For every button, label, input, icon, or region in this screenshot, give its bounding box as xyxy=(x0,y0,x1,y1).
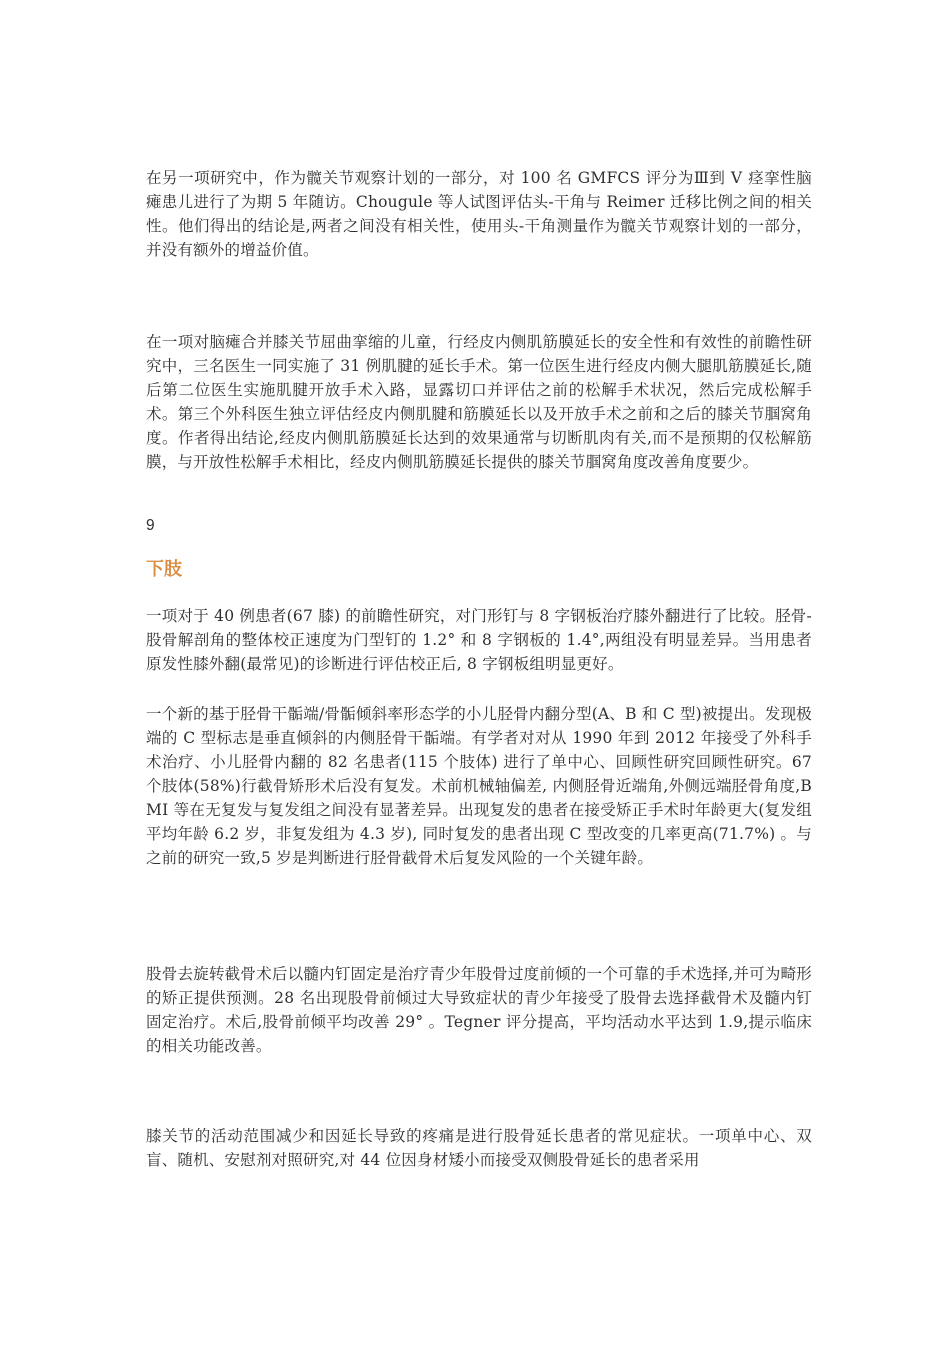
paragraph-tibia-vara: 一个新的基于胫骨干骺端/骨骺倾斜率形态学的小儿胫骨内翻分型(A、B 和 C 型)被提出。发现极端的 C 型标志是垂直倾斜的内侧胫骨干骺端。有学者对对从 1990 年到 2012 年接受了外科手术治疗、小儿胫骨内翻的 82 名患者(115 个肢体) 进行了单中心、回顾性研究回顾性研究。67 个肢体(58%)行截骨矫形术后没有复发。术前机械轴偏差, 内侧胫骨近端角,外侧远端胫骨角度,BMI 等在无复发与复发组之间没有显著差异。出现复发的患者在接受矫正手术时年龄更大(复发组平均年龄 6.2 岁，非复发组为 4.3 岁), 同时复发的患者出现 C 型改变的几率更高(71.7%) 。与之前的研究一致,5 岁是判断进行胫骨截骨术后复发风险的一个关键年龄。 xyxy=(146,705,812,867)
paragraph-knee-fasciotomy: 在一项对脑瘫合并膝关节屈曲挛缩的儿童，行经皮内侧肌筋膜延长的安全性和有效性的前瞻性研究中，三名医生一同实施了 31 例肌腱的延长手术。第一位医生进行经皮内侧大腿肌筋膜延长,随后第二位医生实施肌腱开放手术入路，显露切口并评估之前的松解手术状况，然后完成松解手术。第三个外科医生独立评估经皮内侧肌腱和筋膜延长以及开放手术之前和之后的膝关节腘窝角度。作者得出结论,经皮内侧肌筋膜延长达到的效果通常与切断肌肉有关,而不是预期的仅松解筋膜，与开放性松解手术相比，经皮内侧肌筋膜延长提供的膝关节腘窝角度改善角度要少。 xyxy=(146,333,812,471)
page-number: 9 xyxy=(146,517,155,534)
paragraph-genu-valgum: 一项对于 40 例患者(67 膝) 的前瞻性研究，对门形钉与 8 字钢板治疗膝外翻进行了比较。胫骨-股骨解剖角的整体校正速度为门型钉的 1.2° 和 8 字钢板的 1.4°,两组没有明显差异。当用患者原发性膝外翻(最常见)的诊断进行评估校正后, 8 字钢板组明显更好。 xyxy=(146,607,812,673)
paragraph-hip-surveillance: 在另一项研究中，作为髋关节观察计划的一部分，对 100 名 GMFCS 评分为Ⅲ到 Ⅴ 痉挛性脑瘫患儿进行了为期 5 年随访。Chougule 等人试图评估头-干角与 Reimer 迁移比例之间的相关性。他们得出的结论是,两者之间没有相关性，使用头-干角测量作为髋关节观察计划的一部分，并没有额外的增益价值。 xyxy=(146,169,812,259)
paragraph-femoral-derotation: 股骨去旋转截骨术后以髓内钉固定是治疗青少年股骨过度前倾的一个可靠的手术选择,并可为畸形的矫正提供预测。28 名出现股骨前倾过大导致症状的青少年接受了股骨去选择截骨术及髓内钉固定治疗。术后,股骨前倾平均改善 29° 。Tegner 评分提高，平均活动水平达到 1.9,提示临床的相关功能改善。 xyxy=(146,965,812,1055)
paragraph-femoral-lengthening: 膝关节的活动范围减少和因延长导致的疼痛是进行股骨延长患者的常见症状。一项单中心、双盲、随机、安慰剂对照研究,对 44 位因身材矮小而接受双侧股骨延长的患者采用 xyxy=(146,1127,812,1169)
section-heading: 下肢 xyxy=(146,559,182,580)
